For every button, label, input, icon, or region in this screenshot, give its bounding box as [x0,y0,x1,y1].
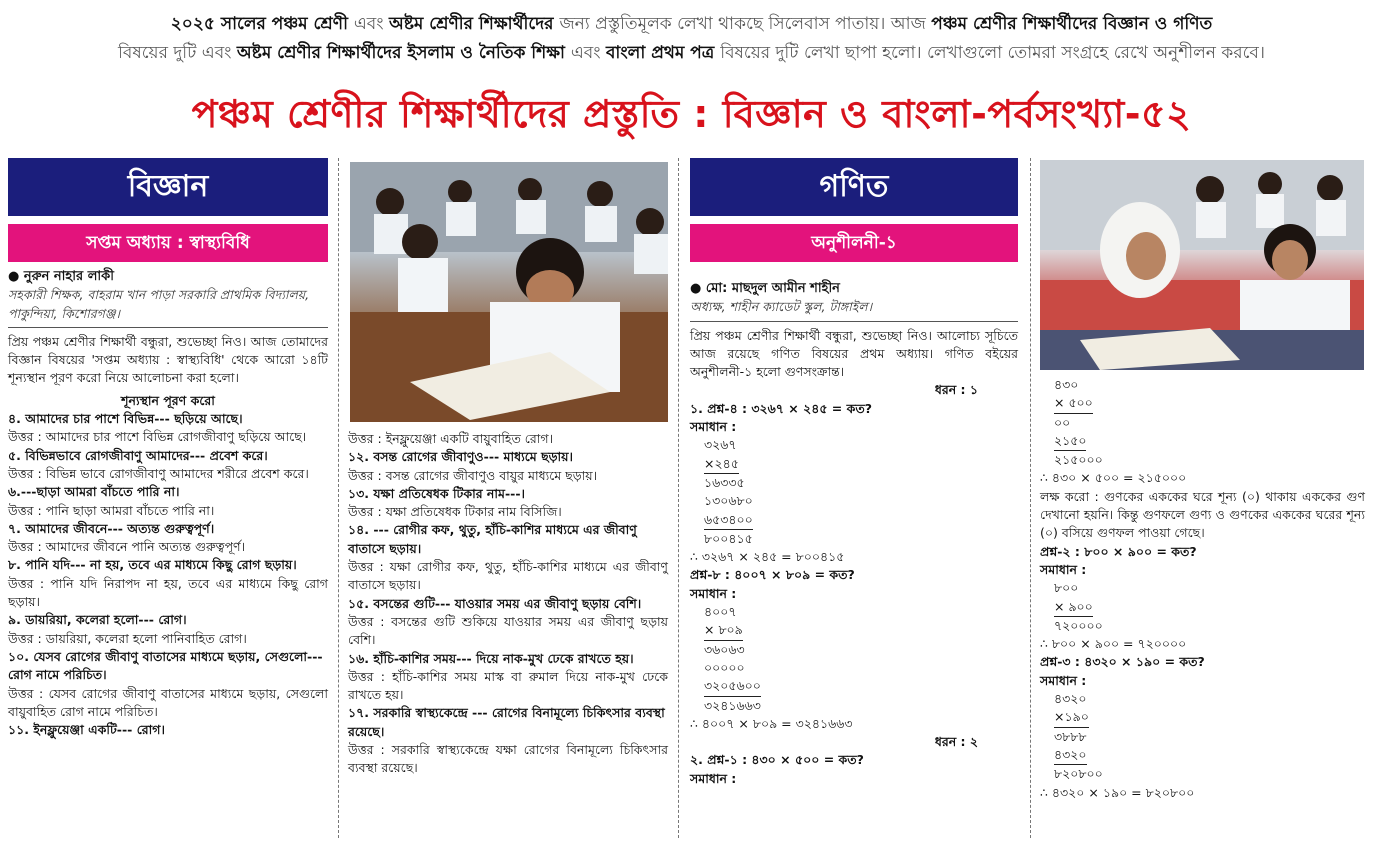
q2-result: ∴ ৮০০ × ৯০০ = ৭২০০০০ [1040,636,1187,652]
q4-result: ∴ ৩২৬৭ × ২৪৫ = ৮০০৪১৫ [690,549,845,565]
question-line: ১১. ইনফ্লুয়েঞ্জা একটি--- রোগ। [8,722,165,738]
science-column-continued [348,430,668,778]
working-line: ১৩০৬৮০ [704,493,753,509]
science-intro: প্রিয় পঞ্চম শ্রেণীর শিক্ষার্থী বন্ধুরা, শুভেচ্ছা নিও। আজ তোমাদের বিজ্ঞান বিষয়ের 'সপ্তম অধ্যায় : স্বাস্থ্যবিধি' থেকে আরো ১৪টি শূন্যস্থান পূরণ করো নিয়ে আলোচনা করা হলো। [8,333,328,386]
science-column [8,158,328,739]
working-line: ২১৫০ [1054,432,1086,451]
girls-writing-photo [1040,160,1364,370]
question-line: ১০. যেসব রোগের জীবাণু বাতাসের মাধ্যমে ছড়ায়, সেগুলো--- রোগ নামে পরিচিত। [8,648,323,683]
science-author-designation: সহকারী শিক্ষক, বাহরাম খান পাড়া সরকারি প্রাথমিক বিদ্যালয়, পাকুন্দিয়া, কিশোরগঞ্জ। [8,287,310,321]
solution-label: সমাধান : [690,419,737,435]
math-author-name: ● মো: মাছদুল আমীন শাহীন [690,281,840,296]
answer-line: উত্তর : ডায়রিয়া, কলেরা হলো পানিবাহিত রোগ। [8,630,247,646]
intro-segment: বিষয়ের দুটি এবং [118,43,237,63]
working-line: ×১৯০ [1054,708,1089,727]
answer-line: উত্তর : বসন্তের গুটি শুকিয়ে যাওয়ার সময় এর জীবাণু ছড়ায় বেশি। [348,613,668,648]
intro-banner [0,10,1383,68]
solution-label: সমাধান : [1040,561,1087,577]
working-line: ৬৫৩৪০০ [704,511,753,530]
intro-segment: বিষয়ের দুটি লেখা ছাপা হলো। লেখাগুলো তোমরা সংগ্রহে রেখে অনুশীলন করবে। [720,43,1265,63]
question-line: ১৪. --- রোগীর কফ, থুতু, হাঁচি-কাশির মাধ্যমে এর জীবাণু বাতাসে ছড়ায়। [348,522,637,556]
question-line: ৯. ডায়রিয়া, কলেরা হলো--- রোগ। [8,612,187,628]
intro-segment: এবং [353,14,389,34]
answer-line: উত্তর : আমাদের জীবনে পানি অত্যন্ত গুরুত্বপূর্ণ। [8,539,246,555]
question-line: ৫. বিভিন্নভাবে রোগজীবাণু আমাদের--- প্রবেশ করে। [8,447,268,463]
working-line: ৮২০৮০০ [1054,766,1103,782]
working-line: ৪৩০ [1054,377,1079,392]
solution-label: সমাধান : [690,585,737,601]
intro-segment: পঞ্চম শ্রেণী [271,14,354,34]
question-line: ১৩. যক্ষা প্রতিষেধক টিকার নাম---। [348,485,525,501]
working-line: ৮০০ [1054,580,1079,596]
working-line: ৩২০৫৬০০ [704,677,761,696]
answer-line: উত্তর : ইনফ্লুয়েঞ্জা একটি বায়ুবাহিত রোগ। [348,431,554,446]
question-1: ২. প্রশ্ন-১ : ৪৩০ × ৫০০ = কত? [690,752,864,768]
solution-label: সমাধান : [1040,672,1087,688]
working-line: ০০০০০ [704,659,745,675]
working-line: ৩৮৮৮ [1054,728,1087,744]
question-line: ১৭. সরকারি স্বাস্থ্যকেন্দ্রে --- রোগের বিনামূল্যে চিকিৎসার ব্যবস্থা রয়েছে। [348,705,665,739]
math-author-designation: অধ্যক্ষ, শাহীন ক্যাডেট স্কুল, টাঙ্গাইল। [690,299,873,315]
science-author [8,268,328,323]
intro-segment: জন্য প্রস্তুতিমূলক লেখা থাকছে সিলেবাস পাতায়। আজ [559,14,932,34]
intro-segment: এবং [570,43,606,63]
column-divider [338,158,339,838]
math-intro: প্রিয় পঞ্চম শ্রেণীর শিক্ষার্থী বন্ধুরা, শুভেচ্ছা নিও। আলোচ্য সূচিতে আজ রয়েছে গণিত বিষয়ের প্রথম অধ্যায়। গণিত বইয়ের অনুশীলনী-১ হলো গুণসংক্রান্ত। [690,327,1018,380]
type-1-label: ধরন : ১ [934,382,978,398]
math-author [690,280,1018,317]
q8-result: ∴ ৪০০৭ × ৮০৯ = ৩২৪১৬৬৩ [690,715,853,731]
question-2: প্রশ্ন-২ : ৮০০ × ৯০০ = কত? [1040,543,1197,559]
intro-segment: ২০২৫ সালের [170,14,272,34]
math-section-title: গণিত [690,158,1018,216]
working-line: ১৬৩৩৫ [704,474,745,490]
answer-line: উত্তর : হাঁচি-কাশির সময় মাস্ক বা রুমাল দিয়ে নাক-মুখ ঢেকে রাখতে হয়। [348,668,668,703]
intro-segment: পঞ্চম শ্রেণীর শিক্ষার্থীদের বিজ্ঞান ও গণিত [931,14,1213,34]
working-line: ৮০০৪১৫ [704,530,753,546]
question-line: ৪. আমাদের চার পাশে বিভিন্ন--- ছড়িয়ে আছে। [8,411,243,427]
answer-line: উত্তর : সরকারি স্বাস্থ্যকেন্দ্রে যক্ষা রোগের বিনামূল্যে চিকিৎসার ব্যবস্থা রয়েছে। [348,742,668,776]
students-exam-photo [350,162,668,422]
working-line: ৩২৪১৬৬৩ [704,697,761,713]
science-qa-list-continued [348,430,668,778]
working-line: ৩২৬৭ [704,437,737,453]
answer-line: উত্তর : যক্ষা রোগীর কফ, থুতু, হাঁচি-কাশির মাধ্যমে এর জীবাণু বাতাসে ছড়ায়। [348,559,668,593]
q2-working [1040,579,1365,635]
column-divider [678,158,679,838]
science-qa-list [8,410,328,739]
intro-line-2 [0,39,1383,68]
question-line: ১৬. হাঁচি-কাশির সময়--- দিয়ে নাক-মুখ ঢেকে রাখতে হয়। [348,650,634,666]
question-4: ১. প্রশ্ন-৪ : ৩২৬৭ × ২৪৫ = কত? [690,400,873,416]
working-line: ০০ [1054,414,1071,430]
q4-working [690,436,1018,548]
answer-line: উত্তর : যেসব রোগের জীবাণু বাতাসের মাধ্যমে ছড়ায়, সেগুলো বায়ুবাহিত রোগ নামে পরিচিত। [8,685,328,719]
fill-blanks-heading: শূন্যস্থান পূরণ করো [121,392,215,408]
q3-result: ∴ ৪৩২০ × ১৯০ = ৮২০৮০০ [1040,784,1195,800]
question-line: ১৫. বসন্তের গুটি--- যাওয়ার সময় এর জীবাণু ছড়ায় বেশি। [348,595,642,611]
math-column-continued [1040,376,1365,802]
working-line: ৪৩২০ [1054,746,1087,765]
working-line: ২১৫০০০ [1054,452,1103,468]
answer-line: উত্তর : পানি যদি নিরাপদ না হয়, তবে এর মাধ্যমে কিছু রোগ ছড়ায়। [8,575,328,610]
working-line: × ৮০৯ [704,621,743,640]
math-chapter-title: অনুশীলনী-১ [690,224,1018,262]
intro-segment: বাংলা প্রথম পত্র [605,43,721,63]
answer-line: উত্তর : বসন্ত রোগের জীবাণুও বায়ুর মাধ্যমে ছড়ায়। [348,467,598,483]
working-line: ৭২০০০০ [1054,617,1103,633]
intro-line-1 [0,10,1383,39]
question-line: ৭. আমাদের জীবনে--- অত্যন্ত গুরুত্বপূর্ণ। [8,520,215,536]
working-line: ×২৪৫ [704,455,739,474]
working-line: ৪৩২০ [1054,691,1087,707]
solution-label: সমাধান : [690,770,737,786]
answer-line: উত্তর : পানি ছাড়া আমরা বাঁচতে পারি না। [8,502,215,518]
q1-result: ∴ ৪৩০ × ৫০০ = ২১৫০০০ [1040,470,1187,486]
q1-working [1040,376,1365,469]
working-line: × ৯০০ [1054,598,1093,617]
working-line: ৩৬০৬৩ [704,641,745,657]
q3-working [1040,690,1365,783]
divider [690,321,1018,322]
answer-line: উত্তর : যক্ষা প্রতিষেধক টিকার নাম বিসিজি। [348,504,562,520]
working-line: × ৫০০ [1054,394,1093,413]
answer-line: উত্তর : আমাদের চার পাশে বিভিন্ন রোগজীবাণু ছড়িয়ে আছে। [8,429,307,445]
question-line: ১২. বসন্ত রোগের জীবাণুও--- মাধ্যমে ছড়ায়। [348,449,574,465]
science-author-name: ● নুরুন নাহার লাকী [8,269,114,284]
question-line: ৮. পানি যদি--- না হয়, তবে এর মাধ্যমে কিছু রোগ ছড়ায়। [8,557,297,573]
math-column [690,158,1018,788]
q8-working [690,603,1018,715]
question-3: প্রশ্ন-৩ : ৪৩২০ × ১৯০ = কত? [1040,654,1205,670]
science-section-title: বিজ্ঞান [8,158,328,216]
question-8: প্রশ্ন-৮ : ৪০০৭ × ৮০৯ = কত? [690,567,855,583]
note-text: লক্ষ করো : গুণকের এককের ঘরে শূন্য (০) থাকায় এককের গুণ দেখানো হয়নি। কিন্তু গুণফলে গুণ্য ও গুণকের এককের ঘরের শূন্য (০) বসিয়ে গুণফল পাওয়া গেছে। [1040,488,1365,541]
working-line: ৪০০৭ [704,604,737,620]
divider [8,327,328,328]
page-headline: পঞ্চম শ্রেণীর শিক্ষার্থীদের প্রস্তুতি : বিজ্ঞান ও বাংলা-পর্বসংখ্যা-৫২ [191,92,1192,136]
column-divider [1030,158,1031,838]
answer-line: উত্তর : বিভিন্ন ভাবে রোগজীবাণু আমাদের শরীরে প্রবেশ করে। [8,465,309,481]
intro-segment: অষ্টম শ্রেণীর শিক্ষার্থীদের [388,14,560,34]
science-chapter-title: সপ্তম অধ্যায় : স্বাস্থ্যবিধি [8,224,328,262]
intro-segment: অষ্টম শ্রেণীর শিক্ষার্থীদের ইসলাম ও নৈতিক শিক্ষা [236,43,571,63]
question-line: ৬.---ছাড়া আমরা বাঁচতে পারি না। [8,484,180,500]
type-2-label: ধরন : ২ [934,734,978,750]
